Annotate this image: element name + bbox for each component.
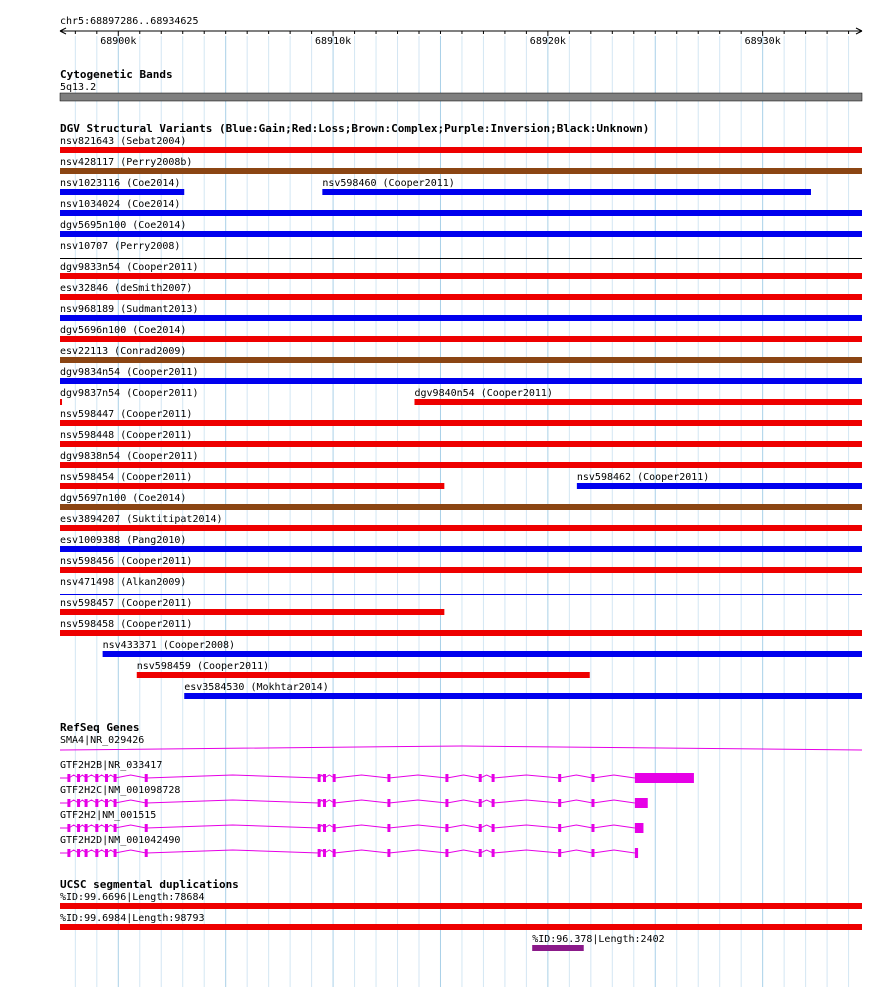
dgv-feature[interactable] — [60, 598, 444, 615]
dgv-feature-label: nsv968189 (Sudmant2013) — [60, 304, 199, 315]
refseq-exon[interactable] — [333, 799, 336, 807]
dgv-feature[interactable] — [60, 241, 862, 259]
dgv-feature[interactable] — [137, 661, 590, 678]
refseq-exon[interactable] — [95, 824, 98, 832]
dgv-feature[interactable] — [60, 325, 862, 342]
refseq-exon[interactable] — [77, 774, 80, 782]
refseq-utr-exon[interactable] — [635, 823, 644, 833]
refseq-utr-exon[interactable] — [635, 798, 648, 808]
refseq-exon[interactable] — [95, 774, 98, 782]
dgv-feature-label: nsv10707 (Perry2008) — [60, 241, 181, 252]
dgv-feature-bar[interactable] — [60, 315, 862, 321]
dgv-feature-label: nsv433371 (Cooper2008) — [102, 640, 236, 651]
dgv-feature-bar[interactable] — [60, 231, 862, 237]
refseq-exon[interactable] — [323, 799, 326, 807]
dgv-track-title: DGV Structural Variants (Blue:Gain;Red:Loss;Brown:Complex;Purple:Inversion;Black:Unknown) — [60, 122, 650, 135]
dgv-feature-label: nsv598448 (Cooper2011) — [60, 430, 193, 441]
segdup-feature[interactable] — [532, 934, 664, 951]
dgv-feature-bar[interactable] — [60, 567, 862, 573]
refseq-utr-exon[interactable] — [635, 773, 694, 783]
refseq-exon[interactable] — [67, 824, 70, 832]
dgv-feature-label: nsv1034024 (Coe2014) — [60, 199, 181, 210]
refseq-exon[interactable] — [387, 824, 390, 832]
dgv-feature-bar[interactable] — [577, 483, 862, 489]
refseq-exon[interactable] — [591, 849, 594, 857]
dgv-feature-label: nsv598459 (Cooper2011) — [136, 661, 270, 672]
dgv-feature-label: dgv9840n54 (Cooper2011) — [414, 388, 553, 399]
segdup-feature-label: %ID:99.6984|Length:98793 — [60, 913, 205, 924]
refseq-exon[interactable] — [105, 824, 108, 832]
refseq-exon[interactable] — [323, 824, 326, 832]
refseq-exon[interactable] — [445, 799, 448, 807]
dgv-feature-label: nsv821643 (Sebat2004) — [60, 136, 187, 147]
refseq-gene-label: GTF2H2B|NR_033417 — [60, 760, 163, 771]
dgv-feature[interactable] — [60, 199, 862, 216]
refseq-exon[interactable] — [591, 774, 594, 782]
dgv-feature[interactable] — [60, 283, 862, 300]
dgv-feature-label: nsv598447 (Cooper2011) — [60, 409, 193, 420]
segdup-features — [60, 892, 862, 951]
dgv-feature-label: esv3894207 (Suktitipat2014) — [60, 514, 223, 525]
dgv-feature-bar[interactable] — [60, 420, 862, 426]
refseq-exon[interactable] — [95, 799, 98, 807]
segdup-feature-bar[interactable] — [532, 945, 584, 951]
refseq-exon[interactable] — [114, 799, 117, 807]
dgv-feature-label: dgv9838n54 (Cooper2011) — [60, 451, 199, 462]
dgv-feature-bar[interactable] — [60, 441, 862, 447]
refseq-gene-label: GTF2H2|NM_001515 — [60, 810, 157, 821]
refseq-exon[interactable] — [333, 849, 336, 857]
dgv-feature[interactable] — [60, 619, 862, 636]
refseq-exon[interactable] — [479, 824, 482, 832]
refseq-exon[interactable] — [85, 799, 88, 807]
dgv-feature-label: dgv5696n100 (Coe2014) — [60, 325, 187, 336]
dgv-feature-bar[interactable] — [60, 378, 862, 384]
refseq-exon[interactable] — [105, 799, 108, 807]
dgv-feature-label: dgv9837n54 (Cooper2011) — [60, 388, 199, 399]
refseq-gene[interactable] — [60, 835, 638, 858]
refseq-gene[interactable] — [60, 785, 648, 808]
dgv-feature-label: nsv598462 (Cooper2011) — [576, 472, 710, 483]
refseq-gene[interactable] — [60, 735, 862, 750]
dgv-feature[interactable] — [60, 577, 862, 595]
refseq-exon[interactable] — [492, 774, 495, 782]
refseq-exon[interactable] — [77, 849, 80, 857]
ruler-range-label: chr5:68897286..68934625 — [60, 16, 199, 27]
segdup-feature-bar[interactable] — [60, 924, 862, 930]
dgv-feature-bar[interactable] — [137, 672, 590, 678]
segdup-feature-bar[interactable] — [60, 903, 862, 909]
dgv-feature-label: esv3584530 (Mokhtar2014) — [184, 682, 329, 693]
dgv-feature-label: esv22113 (Conrad2009) — [60, 346, 187, 357]
dgv-feature[interactable] — [60, 493, 862, 510]
refseq-exon[interactable] — [145, 824, 148, 832]
refseq-exon[interactable] — [445, 849, 448, 857]
refseq-exon[interactable] — [558, 799, 561, 807]
dgv-feature-bar[interactable] — [60, 258, 862, 259]
refseq-exon[interactable] — [445, 774, 448, 782]
dgv-feature-label: nsv428117 (Perry2008b) — [60, 157, 193, 168]
dgv-feature[interactable] — [60, 472, 444, 489]
refseq-exon[interactable] — [318, 824, 321, 832]
dgv-feature[interactable] — [184, 682, 862, 699]
dgv-feature-bar[interactable] — [60, 630, 862, 636]
refseq-gene[interactable] — [60, 810, 643, 833]
dgv-feature-bar[interactable] — [60, 462, 862, 468]
refseq-exon[interactable] — [479, 774, 482, 782]
dgv-feature-bar[interactable] — [60, 147, 862, 153]
dgv-feature-bar[interactable] — [60, 189, 184, 195]
dgv-feature-label: esv1009388 (Pang2010) — [60, 535, 187, 546]
dgv-feature[interactable] — [60, 262, 862, 279]
dgv-feature-bar[interactable] — [184, 693, 862, 699]
segdup-track[interactable] — [60, 878, 862, 951]
dgv-feature[interactable] — [60, 367, 862, 384]
refseq-exon[interactable] — [318, 799, 321, 807]
refseq-exon[interactable] — [558, 824, 561, 832]
ruler-tick-label: 68920k — [529, 36, 566, 47]
ruler-tick-label: 68930k — [744, 36, 781, 47]
dgv-feature-label: dgv5695n100 (Coe2014) — [60, 220, 187, 231]
cytoband-track[interactable] — [60, 68, 862, 101]
refseq-gene-label: GTF2H2C|NM_001098728 — [60, 785, 181, 796]
segdup-track-title: UCSC segmental duplications — [60, 878, 239, 891]
refseq-exon[interactable] — [85, 849, 88, 857]
refseq-exon[interactable] — [145, 799, 148, 807]
refseq-exon[interactable] — [333, 824, 336, 832]
refseq-exon[interactable] — [318, 774, 321, 782]
dgv-features — [60, 136, 862, 699]
cytoband-track-title: Cytogenetic Bands — [60, 68, 173, 81]
refseq-exon[interactable] — [105, 774, 108, 782]
dgv-feature[interactable] — [60, 451, 862, 468]
refseq-exon[interactable] — [387, 799, 390, 807]
dgv-feature[interactable] — [60, 430, 862, 447]
refseq-exon[interactable] — [95, 849, 98, 857]
refseq-exon[interactable] — [492, 824, 495, 832]
refseq-exon[interactable] — [67, 799, 70, 807]
ruler-tick-label: 68900k — [100, 36, 137, 47]
dgv-feature[interactable] — [60, 409, 862, 426]
refseq-exon[interactable] — [479, 849, 482, 857]
dgv-feature-bar[interactable] — [60, 336, 862, 342]
refseq-exon[interactable] — [492, 849, 495, 857]
dgv-feature-label: nsv598457 (Cooper2011) — [60, 598, 193, 609]
dgv-feature-bar[interactable] — [322, 189, 811, 195]
refseq-gene-line[interactable] — [60, 746, 862, 750]
segdup-feature[interactable] — [60, 913, 862, 930]
refseq-exon[interactable] — [67, 849, 70, 857]
refseq-gene[interactable] — [60, 760, 694, 783]
refseq-exon[interactable] — [67, 774, 70, 782]
dgv-feature-label: esv32846 (deSmith2007) — [60, 283, 193, 294]
refseq-exon[interactable] — [558, 774, 561, 782]
refseq-exon[interactable] — [387, 774, 390, 782]
dgv-feature[interactable] — [60, 556, 862, 573]
refseq-exon[interactable] — [591, 799, 594, 807]
dgv-feature-bar[interactable] — [60, 504, 862, 510]
refseq-exon[interactable] — [145, 774, 148, 782]
refseq-utr-exon[interactable] — [635, 848, 638, 858]
dgv-feature-label: nsv598456 (Cooper2011) — [60, 556, 193, 567]
dgv-feature-bar[interactable] — [60, 294, 862, 300]
dgv-feature-bar[interactable] — [60, 546, 862, 552]
dgv-feature-bar[interactable] — [60, 483, 444, 489]
refseq-exon[interactable] — [591, 824, 594, 832]
dgv-feature-bar[interactable] — [414, 399, 862, 405]
dgv-feature-label: dgv9833n54 (Cooper2011) — [60, 262, 199, 273]
dgv-feature[interactable] — [103, 640, 862, 657]
dgv-feature-bar[interactable] — [60, 525, 862, 531]
refseq-exon[interactable] — [114, 774, 117, 782]
refseq-track[interactable] — [60, 721, 862, 858]
refseq-gene-label: GTF2H2D|NM_001042490 — [60, 835, 181, 846]
cytoband-bar[interactable] — [60, 93, 862, 101]
dgv-track[interactable] — [60, 122, 862, 699]
dgv-feature-label: nsv598454 (Cooper2011) — [60, 472, 193, 483]
dgv-feature[interactable] — [60, 535, 862, 552]
ruler-tick-label: 68910k — [315, 36, 352, 47]
dgv-feature-label: nsv598458 (Cooper2011) — [60, 619, 193, 630]
cytoband-label: 5q13.2 — [60, 82, 97, 93]
refseq-exon[interactable] — [323, 774, 326, 782]
dgv-feature-bar[interactable] — [60, 210, 862, 216]
dgv-feature-label: nsv1023116 (Coe2014) — [60, 178, 181, 189]
dgv-feature-bar[interactable] — [60, 273, 862, 279]
dgv-feature-bar[interactable] — [60, 168, 862, 174]
refseq-track-title: RefSeq Genes — [60, 721, 140, 734]
segdup-feature-label: %ID:99.6696|Length:78684 — [60, 892, 205, 903]
refseq-exon[interactable] — [323, 849, 326, 857]
refseq-exon[interactable] — [85, 774, 88, 782]
dgv-feature[interactable] — [322, 178, 811, 195]
dgv-feature[interactable] — [60, 157, 862, 174]
refseq-exon[interactable] — [387, 849, 390, 857]
dgv-feature[interactable] — [60, 136, 862, 153]
dgv-feature-bar[interactable] — [60, 609, 444, 615]
dgv-feature[interactable] — [60, 220, 862, 237]
refseq-exon[interactable] — [558, 849, 561, 857]
refseq-exon[interactable] — [445, 824, 448, 832]
refseq-exon[interactable] — [479, 799, 482, 807]
dgv-feature-bar[interactable] — [60, 357, 862, 363]
refseq-gene-label: SMA4|NR_029426 — [60, 735, 145, 746]
refseq-exon[interactable] — [77, 799, 80, 807]
dgv-feature[interactable] — [60, 178, 184, 195]
refseq-exon[interactable] — [114, 824, 117, 832]
ruler-track[interactable] — [60, 16, 862, 47]
dgv-feature-bar[interactable] — [103, 651, 862, 657]
dgv-feature[interactable] — [60, 514, 862, 531]
dgv-feature[interactable] — [414, 388, 862, 405]
refseq-exon[interactable] — [492, 799, 495, 807]
grid-lines — [75, 36, 848, 987]
refseq-exon[interactable] — [77, 824, 80, 832]
dgv-feature[interactable] — [60, 388, 198, 405]
refseq-exon[interactable] — [333, 774, 336, 782]
dgv-feature-label: dgv9834n54 (Cooper2011) — [60, 367, 199, 378]
dgv-feature[interactable] — [60, 346, 862, 363]
refseq-features — [60, 735, 862, 858]
refseq-exon[interactable] — [105, 849, 108, 857]
segdup-feature-label: %ID:96.378|Length:2402 — [532, 934, 665, 945]
dgv-feature[interactable] — [60, 304, 862, 321]
dgv-feature-bar[interactable] — [60, 594, 862, 595]
dgv-feature-label: nsv598460 (Cooper2011) — [322, 178, 455, 189]
dgv-feature-bar[interactable] — [60, 399, 62, 405]
dgv-feature-label: nsv471498 (Alkan2009) — [60, 577, 187, 588]
refseq-exon[interactable] — [85, 824, 88, 832]
refseq-exon[interactable] — [145, 849, 148, 857]
dgv-feature-label: dgv5697n100 (Coe2014) — [60, 493, 187, 504]
refseq-exon[interactable] — [114, 849, 117, 857]
segdup-feature[interactable] — [60, 892, 862, 909]
refseq-exon[interactable] — [318, 849, 321, 857]
